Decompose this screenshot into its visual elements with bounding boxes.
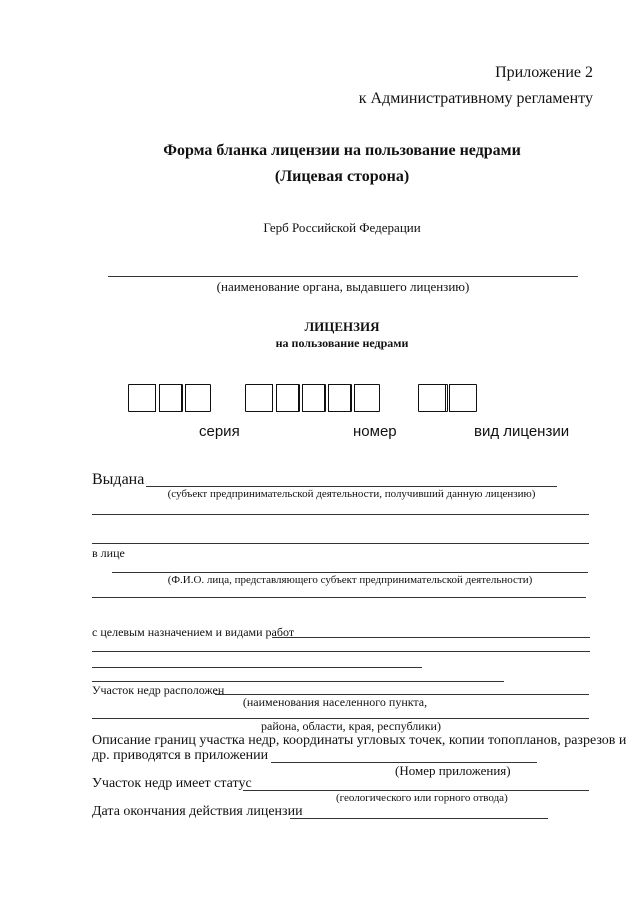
form-side-label: (Лицевая сторона): [274, 168, 410, 185]
purpose-field-continuation[interactable]: [92, 681, 504, 682]
expiry-label: Дата окончания действия лицензии: [92, 804, 303, 819]
expiry-field[interactable]: [290, 818, 548, 819]
location-label: Участок недр расположен: [92, 683, 225, 697]
status-field[interactable]: [243, 790, 589, 791]
number-cell[interactable]: [245, 384, 273, 412]
represented-field[interactable]: [112, 572, 588, 573]
description-appendix-label: др. приводятся в приложении: [92, 748, 269, 763]
form-title: Форма бланка лицензии на пользование недрами: [163, 142, 521, 159]
issued-field[interactable]: [146, 486, 557, 487]
issuer-caption: (наименование органа, выдавшего лицензию): [216, 279, 470, 294]
purpose-field-continuation[interactable]: [92, 667, 422, 668]
emblem-placeholder: Герб Российской Федерации: [263, 220, 421, 235]
appendix-number: Приложение 2: [495, 64, 593, 81]
license-subheading: на пользование недрами: [275, 336, 409, 350]
series-cell[interactable]: [128, 384, 156, 412]
series-label: серия: [199, 423, 240, 440]
issued-caption: (субъект предпринимательской деятельности, получивший данную лицензию): [167, 488, 536, 500]
location-caption-2: района, области, края, республики): [261, 719, 441, 733]
represented-label: в лице: [92, 546, 125, 560]
description-text: Описание границ участка недр, координаты угловых точек, копии топопланов, разрезов и: [92, 733, 627, 748]
number-cell[interactable]: [276, 384, 300, 412]
purpose-label: с целевым назначением и видами работ: [92, 625, 295, 639]
number-cell[interactable]: [328, 384, 352, 412]
number-cell[interactable]: [302, 384, 326, 412]
license-type-cell[interactable]: [418, 384, 448, 412]
purpose-field[interactable]: [272, 637, 590, 638]
represented-caption: (Ф.И.О. лица, представляющего субъект предпринимательской деятельности): [167, 574, 533, 586]
status-label: Участок недр имеет статус: [92, 776, 252, 791]
license-heading: ЛИЦЕНЗИЯ: [304, 319, 380, 334]
purpose-field-continuation[interactable]: [92, 651, 590, 652]
license-type-label: вид лицензии: [474, 423, 570, 440]
series-cell[interactable]: [185, 384, 211, 412]
issued-label: Выдана: [92, 471, 145, 488]
status-caption: (геологического или горного отвода): [336, 792, 508, 804]
number-label: номер: [353, 423, 397, 440]
issued-field-continuation[interactable]: [92, 543, 589, 544]
number-cell[interactable]: [354, 384, 380, 412]
represented-field-continuation[interactable]: [92, 597, 586, 598]
series-cell[interactable]: [159, 384, 183, 412]
license-type-cell[interactable]: [449, 384, 477, 412]
location-caption-1: (наименования населенного пункта,: [242, 695, 428, 709]
issued-field-continuation[interactable]: [92, 514, 589, 515]
issuer-line: [108, 276, 578, 277]
regulation-reference: к Административному регламенту: [358, 90, 593, 107]
appendix-number-caption: (Номер приложения): [395, 763, 511, 778]
